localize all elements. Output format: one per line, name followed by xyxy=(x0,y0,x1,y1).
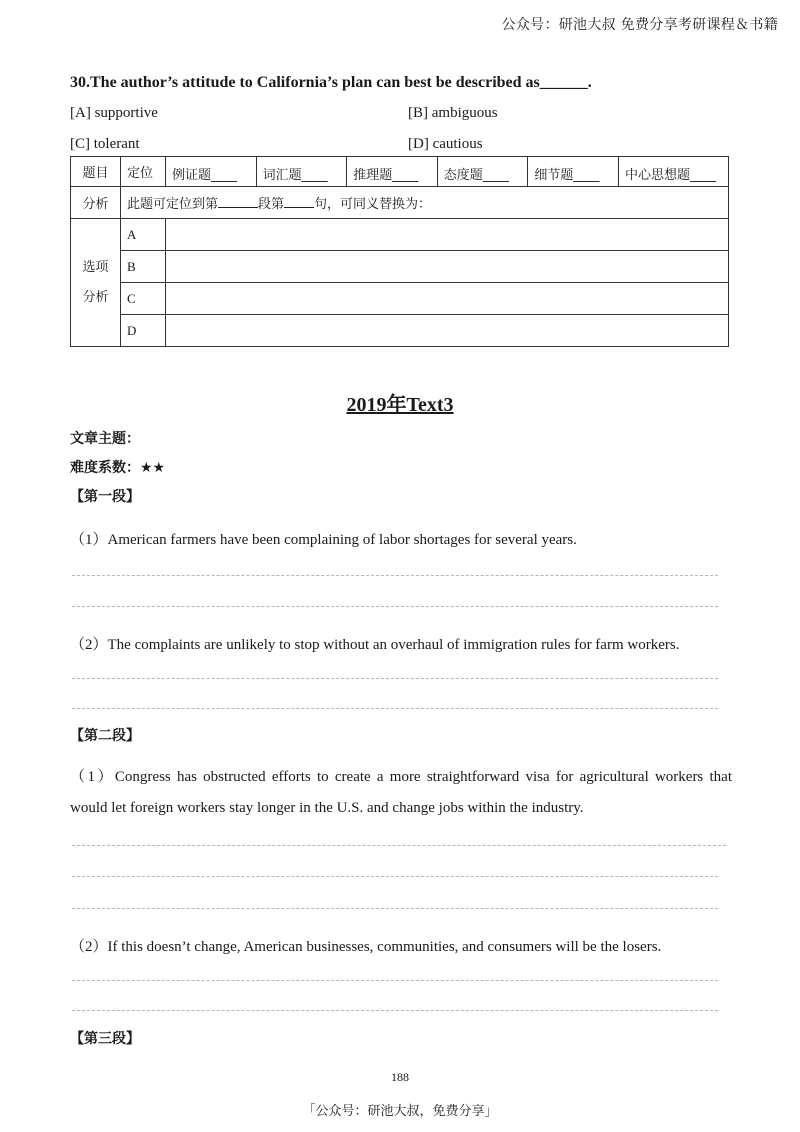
answer-line xyxy=(72,1010,718,1011)
type-inference: 推理题____ xyxy=(347,157,438,186)
page-number: 188 xyxy=(391,1070,409,1084)
answer-line xyxy=(72,575,718,576)
option-a: [A] supportive xyxy=(70,105,158,121)
answer-line xyxy=(72,845,726,846)
paragraph-2-sentence-2: （2）If this doesn’t change, American businesses, communities, and consumers will be the losers. xyxy=(70,939,662,955)
theme-label: 文章主题： xyxy=(70,431,140,447)
section-title: 2019年Text3 xyxy=(346,394,454,416)
analysis-table xyxy=(70,156,729,347)
answer-line xyxy=(72,980,718,981)
question-types-cell xyxy=(166,157,729,187)
type-detail: 细节题____ xyxy=(528,157,619,186)
row-head-analysis: 分析 xyxy=(71,187,121,219)
option-row-label: D xyxy=(121,315,166,347)
locate-text-a: 此题可定位到第 xyxy=(127,197,219,212)
option-row-label: B xyxy=(121,251,166,283)
paragraph-2-sentence-1: （1）Congress has obstructed efforts to create a more straightforward visa for agricultural workers that would let foreign workers stay longer in the U.S. and change jobs within the industry. xyxy=(70,769,732,816)
locate-text-b: 段第 xyxy=(258,197,285,212)
footer-note: 「公众号：研池大叔，免费分享」 xyxy=(302,1104,498,1119)
option-row-cell xyxy=(166,315,729,347)
type-vocabulary: 词汇题____ xyxy=(257,157,348,186)
option-c: [C] tolerant xyxy=(70,136,140,152)
option-b: [B] ambiguous xyxy=(408,105,498,121)
type-main-idea: 中心思想题____ xyxy=(624,168,716,183)
paragraph-blank xyxy=(218,196,258,208)
option-d: [D] cautious xyxy=(408,136,483,152)
paragraph-1-sentence-1: （1）American farmers have been complaining of labor shortages for several years. xyxy=(70,532,577,548)
options-head-line2: 分析 xyxy=(82,289,109,305)
row-head-question: 题目 xyxy=(71,157,121,187)
option-row-cell xyxy=(166,219,729,251)
paragraph-3-title: 【第三段】 xyxy=(70,1031,140,1047)
difficulty-label: 难度系数：★★ xyxy=(70,460,166,476)
option-row-cell xyxy=(166,283,729,315)
locate-cell: 定位 xyxy=(121,157,166,187)
question-title: 30.The author’s attitude to California’s plan can best be described as______. xyxy=(70,74,592,91)
option-row-label: A xyxy=(121,219,166,251)
option-row-cell xyxy=(166,251,729,283)
locate-sentence xyxy=(121,187,729,219)
options-head-line1: 选项 xyxy=(82,259,109,275)
type-example: 例证题____ xyxy=(166,157,257,186)
type-attitude: 态度题____ xyxy=(438,157,529,186)
answer-line xyxy=(72,876,718,877)
sentence-blank xyxy=(284,196,314,208)
answer-line xyxy=(72,708,718,709)
paragraph-1-sentence-2: （2）The complaints are unlikely to stop without an overhaul of immigration rules for farm workers. xyxy=(70,637,680,653)
answer-line xyxy=(72,908,718,909)
locate-text-c: 句，可同义替换为： xyxy=(314,197,432,212)
option-row-label: C xyxy=(121,283,166,315)
answer-line xyxy=(72,606,718,607)
paragraph-1-title: 【第一段】 xyxy=(70,489,140,505)
header-note: 公众号：研池大叔 免费分享考研课程＆书籍 xyxy=(501,17,778,33)
answer-line xyxy=(72,678,718,679)
paragraph-2-title: 【第二段】 xyxy=(70,728,140,744)
row-head-options xyxy=(71,219,121,347)
